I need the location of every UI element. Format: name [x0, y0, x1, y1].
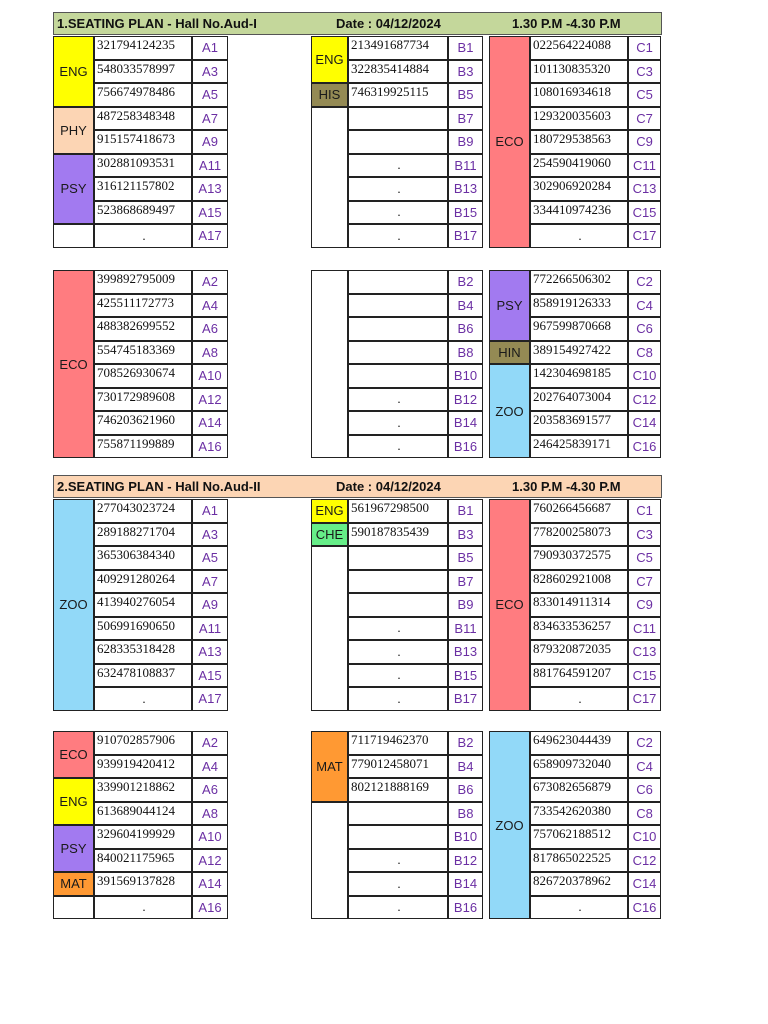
- seat-label-aa7: A7: [192, 107, 228, 131]
- subject-cell: MAT: [53, 872, 94, 896]
- roll-number-cell: 391569137828: [94, 872, 192, 896]
- plan-title: 1.SEATING PLAN - Hall No.Aud-I: [57, 16, 257, 31]
- seat-label-aa1: A1: [192, 499, 228, 523]
- roll-number-cell: [348, 593, 448, 617]
- roll-number-cell: 733542620380: [530, 802, 628, 826]
- seat-label-cc15: C15: [628, 664, 661, 688]
- plan-time: 1.30 P.M -4.30 P.M: [512, 16, 621, 31]
- roll-number-cell: 302906920284: [530, 177, 628, 201]
- seat-label-aa2: A2: [192, 270, 228, 294]
- seat-label-cc2: C2: [628, 731, 661, 755]
- roll-number-cell: 101130835320: [530, 60, 628, 84]
- seat-label-bb2: B2: [448, 731, 483, 755]
- seat-label-aa4: A4: [192, 755, 228, 779]
- seat-label-bb6: B6: [448, 317, 483, 341]
- seat-label-cc7: C7: [628, 107, 661, 131]
- seat-label-bb12: B12: [448, 388, 483, 412]
- roll-number-cell: 389154927422: [530, 341, 628, 365]
- roll-number-cell: 790930372575: [530, 546, 628, 570]
- seat-label-bb2: B2: [448, 270, 483, 294]
- seat-label-cc3: C3: [628, 60, 661, 84]
- roll-number-cell: 760266456687: [530, 499, 628, 523]
- roll-number-cell: 254590419060: [530, 154, 628, 178]
- roll-number-cell: .: [348, 687, 448, 711]
- roll-number-cell: 840021175965: [94, 849, 192, 873]
- seat-label-cc11: C11: [628, 154, 661, 178]
- seat-label-aa2: A2: [192, 731, 228, 755]
- seat-label-aa16: A16: [192, 896, 228, 920]
- seat-label-cc1: C1: [628, 36, 661, 60]
- seat-label-aa11: A11: [192, 154, 228, 178]
- subject-cell: ENG: [53, 778, 94, 825]
- seat-label-bb9: B9: [448, 593, 483, 617]
- seat-label-aa11: A11: [192, 617, 228, 641]
- subject-cell-empty: [53, 224, 94, 248]
- roll-number-cell: 649623044439: [530, 731, 628, 755]
- seat-label-cc12: C12: [628, 388, 661, 412]
- roll-number-cell: 322835414884: [348, 60, 448, 84]
- seat-label-bb13: B13: [448, 640, 483, 664]
- seat-label-cc5: C5: [628, 83, 661, 107]
- seat-label-cc9: C9: [628, 593, 661, 617]
- roll-number-cell: 202764073004: [530, 388, 628, 412]
- seat-label-bb1: B1: [448, 36, 483, 60]
- roll-number-cell: 772266506302: [530, 270, 628, 294]
- subject-cell: HIS: [311, 83, 348, 107]
- roll-number-cell: 658909732040: [530, 755, 628, 779]
- roll-number-cell: 329604199929: [94, 825, 192, 849]
- seat-label-bb5: B5: [448, 83, 483, 107]
- seat-label-aa4: A4: [192, 294, 228, 318]
- roll-number-cell: 708526930674: [94, 364, 192, 388]
- seat-label-cc14: C14: [628, 872, 661, 896]
- subject-cell: ECO: [489, 499, 530, 711]
- roll-number-cell: [348, 107, 448, 131]
- roll-number-cell: 834633536257: [530, 617, 628, 641]
- roll-number-cell: 879320872035: [530, 640, 628, 664]
- seat-label-cc16: C16: [628, 896, 661, 920]
- roll-number-cell: 316121157802: [94, 177, 192, 201]
- seat-label-cc12: C12: [628, 849, 661, 873]
- seat-label-cc8: C8: [628, 802, 661, 826]
- roll-number-cell: 746203621960: [94, 411, 192, 435]
- seat-label-bb9: B9: [448, 130, 483, 154]
- seat-label-bb3: B3: [448, 60, 483, 84]
- roll-number-cell: [348, 546, 448, 570]
- roll-number-cell: [348, 570, 448, 594]
- roll-number-cell: 365306384340: [94, 546, 192, 570]
- subject-cell: CHE: [311, 523, 348, 547]
- roll-number-cell: [348, 317, 448, 341]
- seat-label-aa5: A5: [192, 83, 228, 107]
- roll-number-cell: 910702857906: [94, 731, 192, 755]
- roll-number-cell: 915157418673: [94, 130, 192, 154]
- seat-label-bb4: B4: [448, 294, 483, 318]
- subject-cell-empty: [311, 107, 348, 248]
- roll-number-cell: [348, 364, 448, 388]
- seat-label-bb4: B4: [448, 755, 483, 779]
- seat-label-bb11: B11: [448, 617, 483, 641]
- seat-label-aa9: A9: [192, 130, 228, 154]
- roll-number-cell: 826720378962: [530, 872, 628, 896]
- roll-number-cell: .: [530, 224, 628, 248]
- seat-label-aa5: A5: [192, 546, 228, 570]
- roll-number-cell: 203583691577: [530, 411, 628, 435]
- subject-cell: ZOO: [489, 731, 530, 919]
- subject-cell: ECO: [53, 270, 94, 458]
- seat-label-bb5: B5: [448, 546, 483, 570]
- roll-number-cell: 487258348348: [94, 107, 192, 131]
- seat-label-aa16: A16: [192, 435, 228, 459]
- roll-number-cell: 022564224088: [530, 36, 628, 60]
- roll-number-cell: .: [348, 224, 448, 248]
- roll-number-cell: [348, 825, 448, 849]
- seat-label-bb13: B13: [448, 177, 483, 201]
- roll-number-cell: 277043023724: [94, 499, 192, 523]
- roll-number-cell: [348, 130, 448, 154]
- seat-label-aa12: A12: [192, 388, 228, 412]
- roll-number-cell: .: [348, 617, 448, 641]
- subject-cell: PSY: [489, 270, 530, 341]
- roll-number-cell: 779012458071: [348, 755, 448, 779]
- roll-number-cell: 506991690650: [94, 617, 192, 641]
- seat-label-cc6: C6: [628, 778, 661, 802]
- seat-label-bb11: B11: [448, 154, 483, 178]
- subject-cell: ZOO: [53, 499, 94, 711]
- seat-label-aa8: A8: [192, 341, 228, 365]
- seat-label-aa10: A10: [192, 825, 228, 849]
- roll-number-cell: 881764591207: [530, 664, 628, 688]
- seat-label-bb17: B17: [448, 687, 483, 711]
- roll-number-cell: .: [348, 849, 448, 873]
- subject-cell: ZOO: [489, 364, 530, 458]
- subject-cell: MAT: [311, 731, 348, 802]
- seat-label-cc3: C3: [628, 523, 661, 547]
- seat-label-bb12: B12: [448, 849, 483, 873]
- seat-label-cc1: C1: [628, 499, 661, 523]
- seat-label-cc7: C7: [628, 570, 661, 594]
- roll-number-cell: 858919126333: [530, 294, 628, 318]
- seat-label-aa3: A3: [192, 60, 228, 84]
- subject-cell: PSY: [53, 154, 94, 225]
- seat-label-cc14: C14: [628, 411, 661, 435]
- plan-2-header: [53, 475, 662, 498]
- seat-label-bb16: B16: [448, 896, 483, 920]
- seat-label-cc15: C15: [628, 201, 661, 225]
- seat-label-bb1: B1: [448, 499, 483, 523]
- seat-label-cc13: C13: [628, 640, 661, 664]
- seat-label-cc16: C16: [628, 435, 661, 459]
- seat-label-cc5: C5: [628, 546, 661, 570]
- seat-label-bb17: B17: [448, 224, 483, 248]
- roll-number-cell: .: [94, 896, 192, 920]
- roll-number-cell: .: [348, 177, 448, 201]
- roll-number-cell: 142304698185: [530, 364, 628, 388]
- plan-date: Date : 04/12/2024: [336, 16, 441, 31]
- subject-cell-empty: [53, 896, 94, 920]
- seat-label-cc6: C6: [628, 317, 661, 341]
- roll-number-cell: 213491687734: [348, 36, 448, 60]
- seat-label-cc2: C2: [628, 270, 661, 294]
- roll-number-cell: 413940276054: [94, 593, 192, 617]
- roll-number-cell: 425511172773: [94, 294, 192, 318]
- seat-label-aa9: A9: [192, 593, 228, 617]
- roll-number-cell: 833014911314: [530, 593, 628, 617]
- roll-number-cell: 828602921008: [530, 570, 628, 594]
- seat-label-aa15: A15: [192, 201, 228, 225]
- roll-number-cell: 321794124235: [94, 36, 192, 60]
- plan-title: 2.SEATING PLAN - Hall No.Aud-II: [57, 479, 261, 494]
- seat-label-aa8: A8: [192, 802, 228, 826]
- roll-number-cell: [348, 294, 448, 318]
- roll-number-cell: 817865022525: [530, 849, 628, 873]
- seat-label-cc17: C17: [628, 224, 661, 248]
- roll-number-cell: .: [348, 388, 448, 412]
- roll-number-cell: .: [530, 687, 628, 711]
- roll-number-cell: .: [348, 201, 448, 225]
- roll-number-cell: 967599870668: [530, 317, 628, 341]
- subject-cell-empty: [311, 802, 348, 920]
- roll-number-cell: .: [94, 687, 192, 711]
- subject-cell-empty: [311, 546, 348, 711]
- roll-number-cell: .: [94, 224, 192, 248]
- subject-cell: HIN: [489, 341, 530, 365]
- seat-label-aa14: A14: [192, 872, 228, 896]
- subject-cell: ENG: [53, 36, 94, 107]
- subject-cell: PSY: [53, 825, 94, 872]
- roll-number-cell: [348, 270, 448, 294]
- seat-label-cc9: C9: [628, 130, 661, 154]
- seat-label-bb14: B14: [448, 872, 483, 896]
- seat-label-aa10: A10: [192, 364, 228, 388]
- roll-number-cell: 628335318428: [94, 640, 192, 664]
- roll-number-cell: 730172989608: [94, 388, 192, 412]
- subject-cell: ENG: [311, 36, 348, 83]
- roll-number-cell: 339901218862: [94, 778, 192, 802]
- roll-number-cell: 756674978486: [94, 83, 192, 107]
- seat-label-aa13: A13: [192, 640, 228, 664]
- seat-label-bb15: B15: [448, 664, 483, 688]
- roll-number-cell: 399892795009: [94, 270, 192, 294]
- roll-number-cell: 778200258073: [530, 523, 628, 547]
- subject-cell: PHY: [53, 107, 94, 154]
- roll-number-cell: [348, 802, 448, 826]
- roll-number-cell: 755871199889: [94, 435, 192, 459]
- roll-number-cell: 289188271704: [94, 523, 192, 547]
- seat-label-aa1: A1: [192, 36, 228, 60]
- seat-label-cc10: C10: [628, 825, 661, 849]
- seat-label-aa6: A6: [192, 778, 228, 802]
- subject-cell: ECO: [53, 731, 94, 778]
- roll-number-cell: 554745183369: [94, 341, 192, 365]
- seat-label-aa15: A15: [192, 664, 228, 688]
- seat-label-cc11: C11: [628, 617, 661, 641]
- seat-label-aa12: A12: [192, 849, 228, 873]
- roll-number-cell: 632478108837: [94, 664, 192, 688]
- seat-label-cc17: C17: [628, 687, 661, 711]
- seat-label-aa6: A6: [192, 317, 228, 341]
- seat-label-aa7: A7: [192, 570, 228, 594]
- roll-number-cell: .: [348, 896, 448, 920]
- subject-cell: ENG: [311, 499, 348, 523]
- seat-label-cc4: C4: [628, 755, 661, 779]
- roll-number-cell: 409291280264: [94, 570, 192, 594]
- seat-label-bb16: B16: [448, 435, 483, 459]
- roll-number-cell: 108016934618: [530, 83, 628, 107]
- roll-number-cell: 939919420412: [94, 755, 192, 779]
- plan-time: 1.30 P.M -4.30 P.M: [512, 479, 621, 494]
- seat-label-aa3: A3: [192, 523, 228, 547]
- seat-label-cc10: C10: [628, 364, 661, 388]
- seat-label-aa17: A17: [192, 224, 228, 248]
- seat-label-aa17: A17: [192, 687, 228, 711]
- roll-number-cell: 613689044124: [94, 802, 192, 826]
- roll-number-cell: 746319925115: [348, 83, 448, 107]
- roll-number-cell: 757062188512: [530, 825, 628, 849]
- roll-number-cell: .: [348, 411, 448, 435]
- seat-label-bb8: B8: [448, 341, 483, 365]
- seat-label-bb10: B10: [448, 364, 483, 388]
- subject-cell-empty: [311, 270, 348, 458]
- roll-number-cell: 523868689497: [94, 201, 192, 225]
- roll-number-cell: 561967298500: [348, 499, 448, 523]
- roll-number-cell: 246425839171: [530, 435, 628, 459]
- seat-label-bb6: B6: [448, 778, 483, 802]
- seat-label-cc8: C8: [628, 341, 661, 365]
- roll-number-cell: 548033578997: [94, 60, 192, 84]
- roll-number-cell: 488382699552: [94, 317, 192, 341]
- seat-label-aa13: A13: [192, 177, 228, 201]
- roll-number-cell: [348, 341, 448, 365]
- roll-number-cell: .: [348, 664, 448, 688]
- seat-label-bb10: B10: [448, 825, 483, 849]
- roll-number-cell: 711719462370: [348, 731, 448, 755]
- seat-label-bb14: B14: [448, 411, 483, 435]
- roll-number-cell: 334410974236: [530, 201, 628, 225]
- roll-number-cell: .: [530, 896, 628, 920]
- subject-cell: ECO: [489, 36, 530, 248]
- seat-label-cc13: C13: [628, 177, 661, 201]
- seat-label-aa14: A14: [192, 411, 228, 435]
- roll-number-cell: 802121888169: [348, 778, 448, 802]
- roll-number-cell: .: [348, 640, 448, 664]
- roll-number-cell: .: [348, 435, 448, 459]
- seat-label-bb3: B3: [448, 523, 483, 547]
- roll-number-cell: 180729538563: [530, 130, 628, 154]
- roll-number-cell: .: [348, 872, 448, 896]
- plan-1-header: [53, 12, 662, 35]
- seat-label-cc4: C4: [628, 294, 661, 318]
- roll-number-cell: 590187835439: [348, 523, 448, 547]
- seat-label-bb7: B7: [448, 107, 483, 131]
- seat-label-bb8: B8: [448, 802, 483, 826]
- roll-number-cell: .: [348, 154, 448, 178]
- seat-label-bb15: B15: [448, 201, 483, 225]
- plan-date: Date : 04/12/2024: [336, 479, 441, 494]
- seat-label-bb7: B7: [448, 570, 483, 594]
- roll-number-cell: 302881093531: [94, 154, 192, 178]
- roll-number-cell: 673082656879: [530, 778, 628, 802]
- roll-number-cell: 129320035603: [530, 107, 628, 131]
